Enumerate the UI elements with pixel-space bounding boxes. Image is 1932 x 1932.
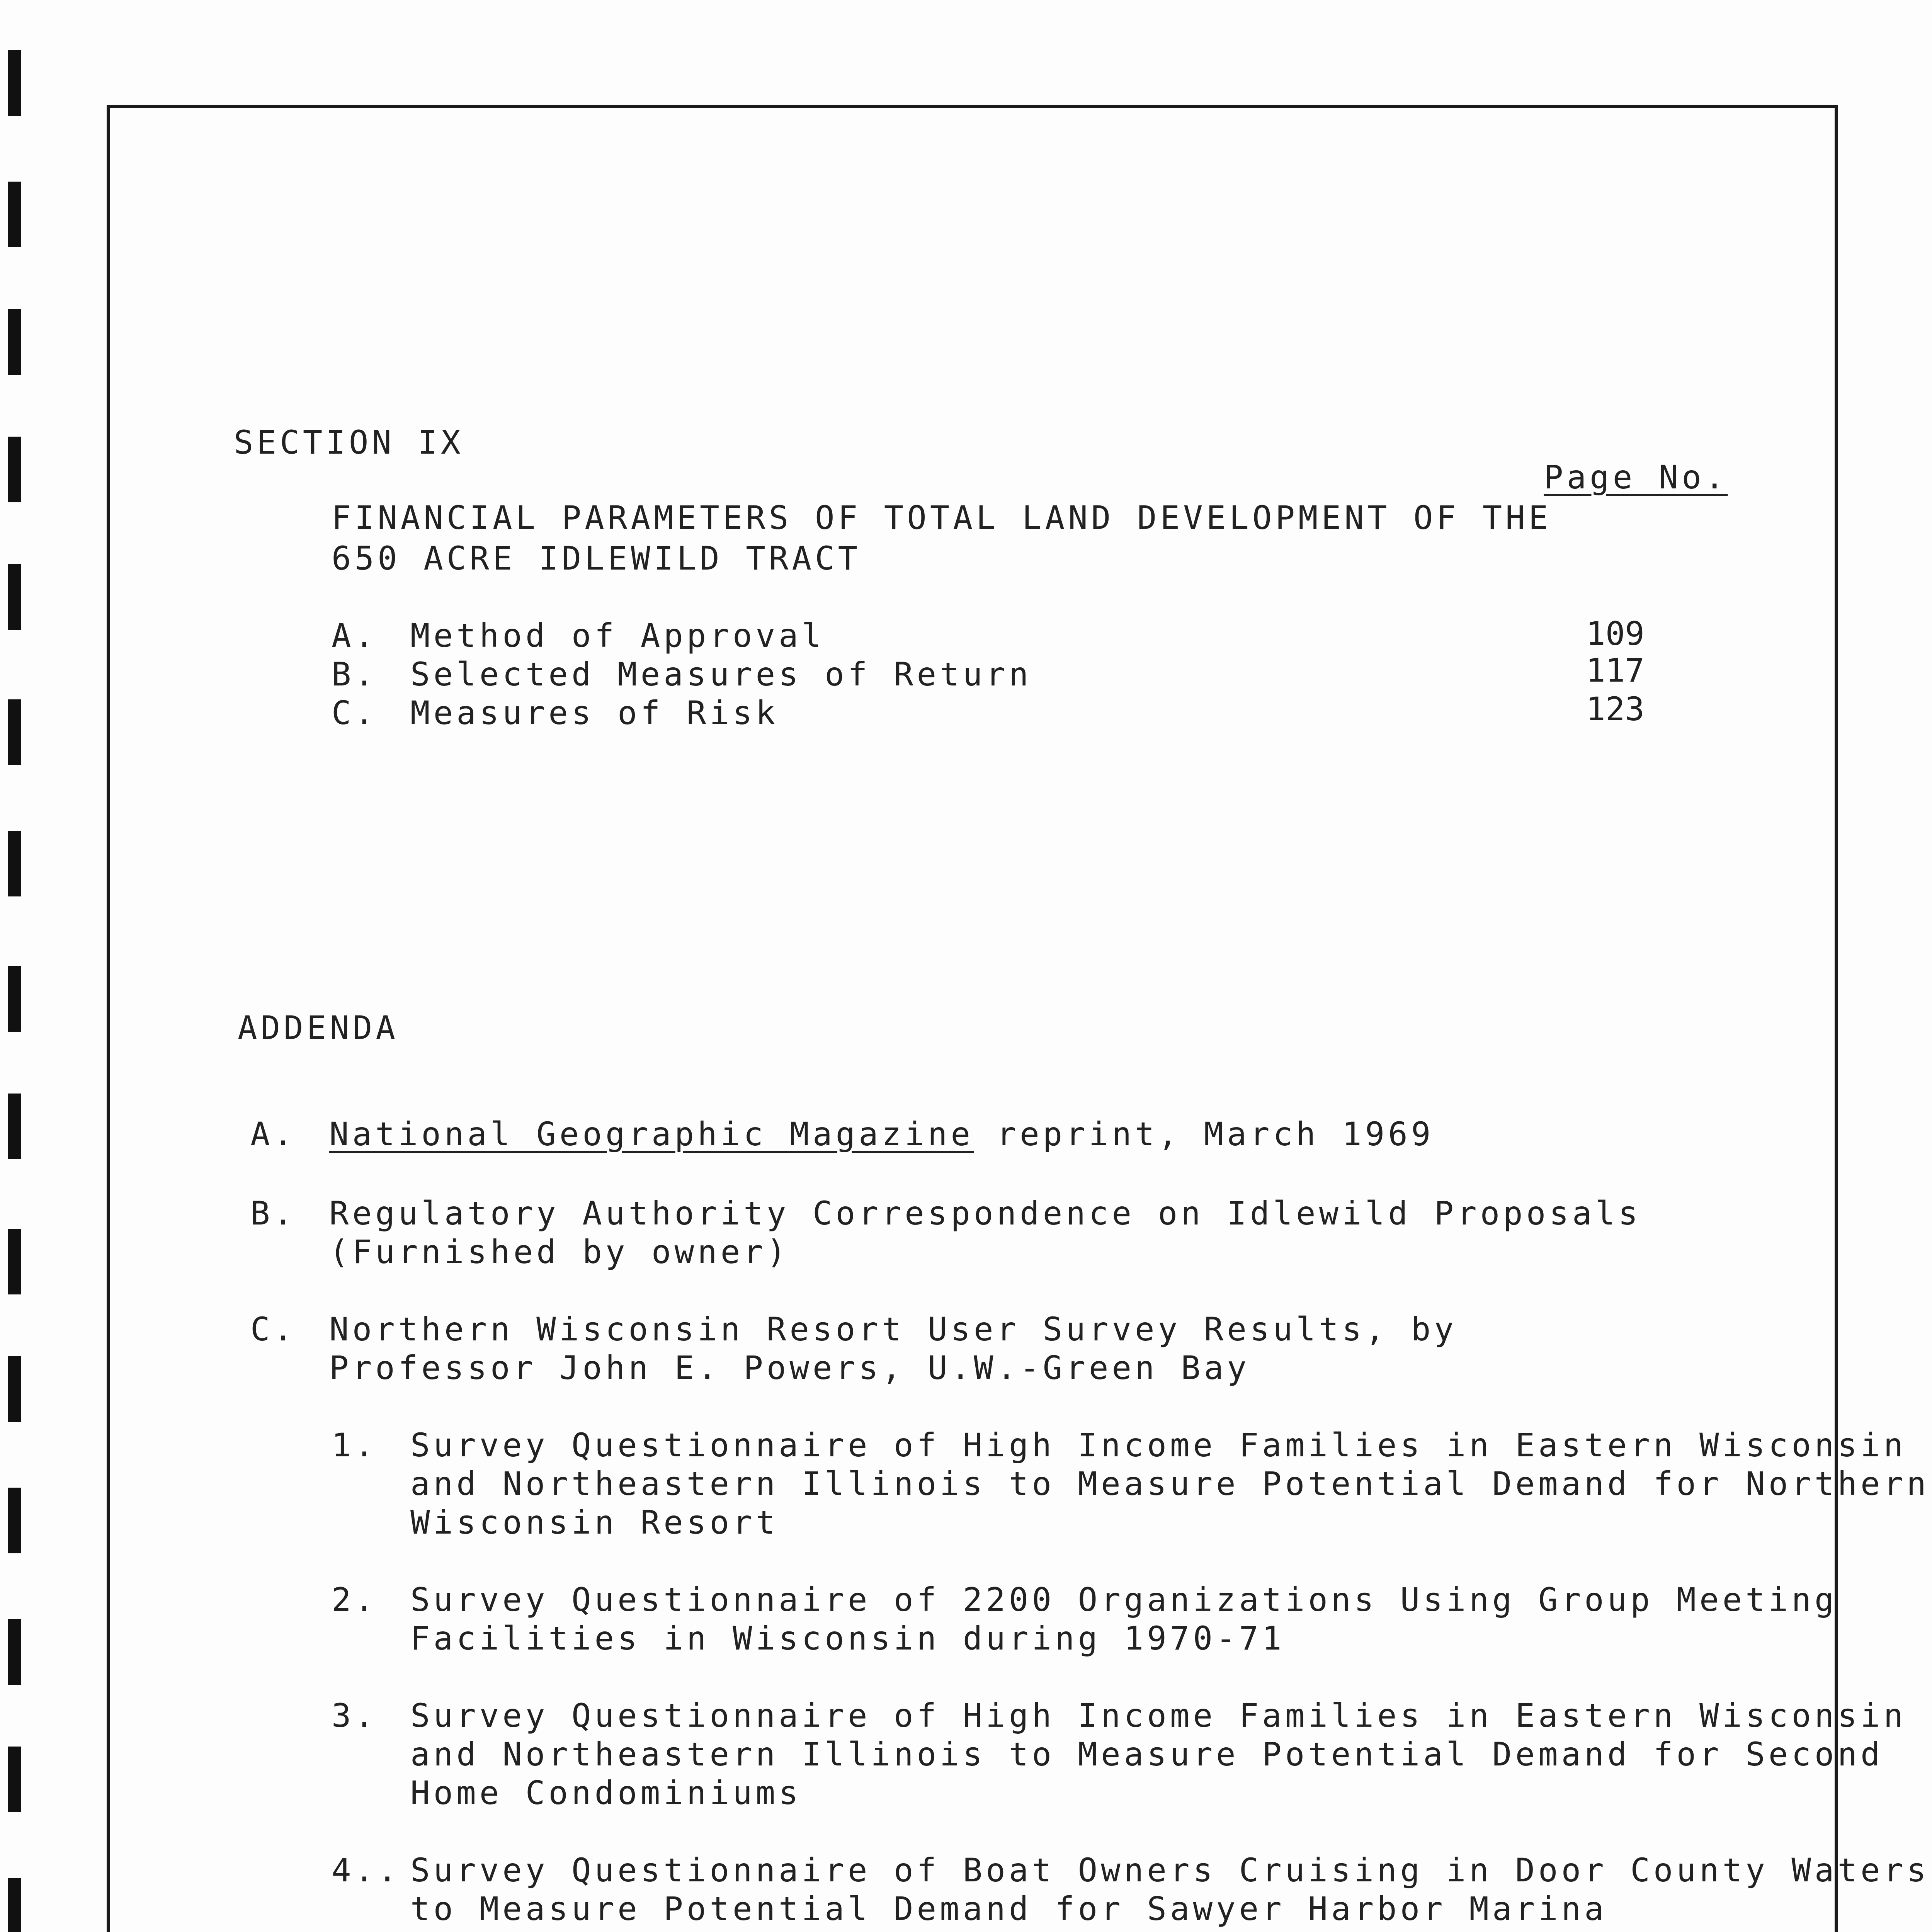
addenda-item-c-line1: Northern Wisconsin Resort User Survey Results, by: [329, 1310, 1458, 1348]
binding-hole: [8, 182, 21, 247]
toc-item-text: Selected Measures of Return: [410, 655, 1032, 693]
survey-item-line: Survey Questionnaire of High Income Families in Eastern Wisconsin: [410, 1697, 1907, 1735]
toc-item-letter: C.: [332, 694, 378, 732]
toc-item-text: Measures of Risk: [410, 694, 779, 732]
binding-hole: [8, 966, 21, 1032]
addenda-heading: ADDENDA: [238, 1009, 399, 1047]
binding-hole: [8, 1488, 21, 1553]
survey-item-line: Survey Questionnaire of Boat Owners Cruising in Door County Waters: [410, 1851, 1930, 1889]
toc-item-letter: A.: [332, 617, 378, 655]
survey-item-line: Facilities in Wisconsin during 1970-71: [410, 1619, 1285, 1657]
survey-item-number: 1.: [332, 1426, 378, 1464]
page-no-label: Page No.: [1544, 458, 1728, 496]
binding-hole: [8, 1878, 21, 1932]
survey-item-line: to Measure Potential Demand for Sawyer Harbor Marina: [410, 1890, 1607, 1928]
binding-hole: [8, 564, 21, 630]
addenda-item-letter: A.: [250, 1115, 297, 1153]
binding-hole: [8, 831, 21, 896]
binding-hole: [8, 50, 21, 116]
toc-item-page: 123: [1586, 690, 1645, 728]
survey-item-number: 4..: [332, 1851, 401, 1889]
toc-item-page: 109: [1586, 615, 1645, 653]
binding-hole: [8, 1094, 21, 1159]
addenda-item-c-line2: Professor John E. Powers, U.W.-Green Bay: [329, 1349, 1250, 1387]
addenda-item-b-line1: Regulatory Authority Correspondence on Idlewild Proposals: [329, 1194, 1641, 1232]
section-title-line1: FINANCIAL PARAMETERS OF TOTAL LAND DEVELOPMENT OF THE: [332, 499, 1552, 537]
survey-item-number: 3.: [332, 1697, 378, 1735]
binding-hole: [8, 309, 21, 375]
addenda-item-a-text: [329, 1115, 1434, 1153]
survey-item-line: Home Condominiums: [410, 1774, 802, 1812]
addenda-item-a-rest: reprint, March 1969: [974, 1115, 1434, 1153]
addenda-item-b-line2: (Furnished by owner): [329, 1233, 790, 1271]
survey-item-line: and Northeastern Illinois to Measure Potential Demand for Northern: [410, 1465, 1930, 1503]
binding-hole: [8, 699, 21, 765]
toc-item-text: Method of Approval: [410, 617, 825, 655]
survey-item-line: and Northeastern Illinois to Measure Potential Demand for Second: [410, 1735, 1884, 1773]
binding-hole: [8, 1747, 21, 1812]
binding-hole: [8, 437, 21, 502]
survey-item-number: 2.: [332, 1581, 378, 1619]
addenda-item-letter: C.: [250, 1310, 297, 1348]
binding-hole: [8, 1356, 21, 1422]
section-title-line2: 650 ACRE IDLEWILD TRACT: [332, 539, 861, 577]
addenda-item-letter: B.: [250, 1194, 297, 1232]
magazine-title: National Geographic Magazine: [329, 1115, 974, 1153]
binding-hole: [8, 1619, 21, 1685]
survey-item-line: Wisconsin Resort: [410, 1503, 779, 1541]
section-heading: SECTION IX: [234, 423, 464, 461]
toc-item-page: 117: [1586, 651, 1645, 689]
toc-item-letter: B.: [332, 655, 378, 693]
binding-hole: [8, 1229, 21, 1294]
survey-item-line: Survey Questionnaire of High Income Families in Eastern Wisconsin: [410, 1426, 1907, 1464]
survey-item-line: Survey Questionnaire of 2200 Organizations Using Group Meeting: [410, 1581, 1838, 1619]
